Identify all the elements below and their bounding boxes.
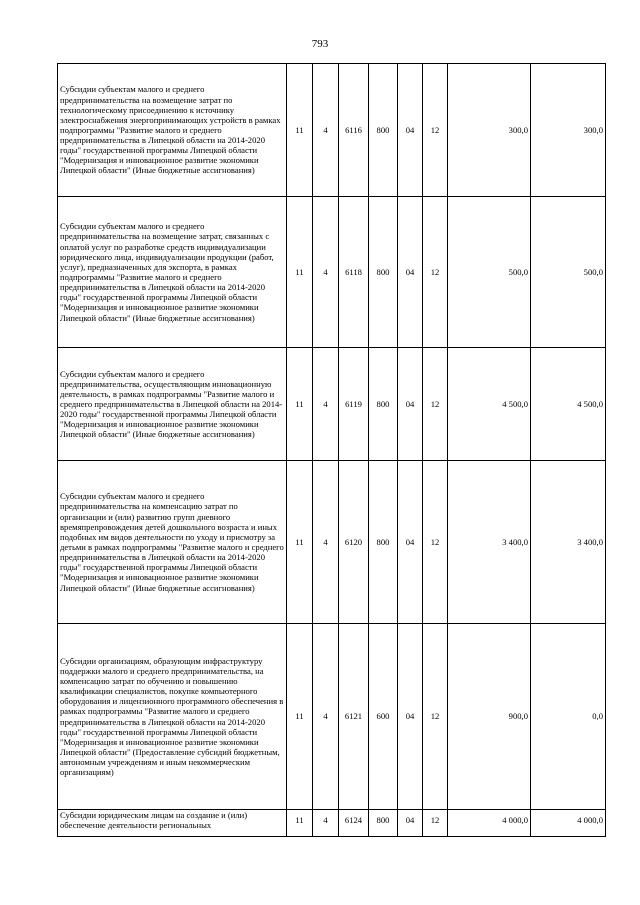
code-section: 04	[398, 810, 423, 837]
code-program: 11	[287, 197, 313, 348]
amount-1: 900,0	[448, 624, 531, 810]
code-program: 11	[287, 624, 313, 810]
code-expense-type: 800	[369, 461, 398, 624]
code-target: 6124	[339, 810, 369, 837]
row-description: Субсидии субъектам малого и среднего предпринимательства на компенсацию затрат по организации и (или) развитию групп дневного времяпрепровождения детей дошкольного возраста и иных подобных им видов деятельности по уходу и присмотру за детьми в рамках подпрограммы "Развитие малого и среднего предпринимательства в Липецкой области на 2014-2020 годы" государственной программы Липецкой области "Модернизация и инновационное развитие экономики Липецкой области" (Иные бюджетные ассигнования)	[58, 461, 287, 624]
code-subsection: 12	[423, 624, 448, 810]
table-row	[58, 810, 606, 837]
code-section: 04	[398, 64, 423, 197]
row-description: Субсидии субъектам малого и среднего предпринимательства на возмещение затрат, связанных с оплатой услуг по разработке средств индивидуализации юридического лица, индивидуализации продукции (работ, услуг), предназначенных для экспорта, в рамках подпрограммы "Развитие малого и среднего предпринимательства в Липецкой области на 2014-2020 годы" государственной программы Липецкой области "Модернизация и инновационное развитие экономики Липецкой области" (Иные бюджетные ассигнования)	[58, 197, 287, 348]
code-section: 04	[398, 624, 423, 810]
code-program: 11	[287, 64, 313, 197]
code-subsection: 12	[423, 64, 448, 197]
amount-1: 500,0	[448, 197, 531, 348]
code-subsection: 12	[423, 810, 448, 837]
code-section: 04	[398, 461, 423, 624]
amount-1: 3 400,0	[448, 461, 531, 624]
code-subsection: 12	[423, 348, 448, 461]
code-subprogram: 4	[313, 197, 339, 348]
code-program: 11	[287, 348, 313, 461]
code-program: 11	[287, 810, 313, 837]
code-subprogram: 4	[313, 624, 339, 810]
row-description: Субсидии юридическим лицам на создание и (или) обеспечение деятельности региональных	[58, 810, 287, 837]
code-target: 6120	[339, 461, 369, 624]
code-expense-type: 800	[369, 348, 398, 461]
code-subsection: 12	[423, 197, 448, 348]
amount-2: 4 500,0	[531, 348, 606, 461]
code-expense-type: 800	[369, 64, 398, 197]
code-section: 04	[398, 197, 423, 348]
amount-1: 300,0	[448, 64, 531, 197]
table-row	[58, 64, 606, 197]
table-row	[58, 348, 606, 461]
amount-2: 500,0	[531, 197, 606, 348]
code-subprogram: 4	[313, 348, 339, 461]
amount-2: 0,0	[531, 624, 606, 810]
amount-1: 4 500,0	[448, 348, 531, 461]
code-subprogram: 4	[313, 64, 339, 197]
table-row	[58, 197, 606, 348]
code-target: 6116	[339, 64, 369, 197]
row-description: Субсидии субъектам малого и среднего предпринимательства, осуществляющим инновационную деятельность, в рамках подпрограммы "Развитие малого и среднего предпринимательства в Липецкой области на 2014-2020 годы" государственной программы Липецкой области "Модернизация и инновационное развитие экономики Липецкой области" (Иные бюджетные ассигнования)	[58, 348, 287, 461]
amount-2: 4 000,0	[531, 810, 606, 837]
code-expense-type: 600	[369, 624, 398, 810]
code-target: 6119	[339, 348, 369, 461]
page-number: 793	[311, 38, 329, 50]
row-description: Субсидии субъектам малого и среднего предпринимательства на возмещение затрат по технологическому присоединению к источнику электроснабжения энергопринимающих устройств в рамках подпрограммы "Развитие малого и среднего предпринимательства в Липецкой области на 2014-2020 годы" государственной программы Липецкой области "Модернизация и инновационное развитие экономики Липецкой области" (Иные бюджетные ассигнования)	[58, 64, 287, 197]
code-subsection: 12	[423, 461, 448, 624]
code-expense-type: 800	[369, 810, 398, 837]
table-row	[58, 624, 606, 810]
code-target: 6121	[339, 624, 369, 810]
amount-2: 3 400,0	[531, 461, 606, 624]
code-section: 04	[398, 348, 423, 461]
row-description: Субсидии организациям, образующим инфраструктуру поддержки малого и среднего предпринимательства, на компенсацию затрат по обучению и повышению квалификации специалистов, покупке компьютерного оборудования и лицензионного программного обеспечения в рамках подпрограммы "Развитие малого и среднего предпринимательства в Липецкой области на 2014-2020 годы" государственной программы Липецкой области "Модернизация и инновационное развитие экономики Липецкой области" (Предоставление субсидий бюджетным, автономным учреждениям и иным некоммерческим организациям)	[58, 624, 287, 810]
code-expense-type: 800	[369, 197, 398, 348]
code-subprogram: 4	[313, 810, 339, 837]
code-target: 6118	[339, 197, 369, 348]
code-program: 11	[287, 461, 313, 624]
amount-1: 4 000,0	[448, 810, 531, 837]
budget-table	[57, 63, 606, 837]
table-row	[58, 461, 606, 624]
amount-2: 300,0	[531, 64, 606, 197]
code-subprogram: 4	[313, 461, 339, 624]
